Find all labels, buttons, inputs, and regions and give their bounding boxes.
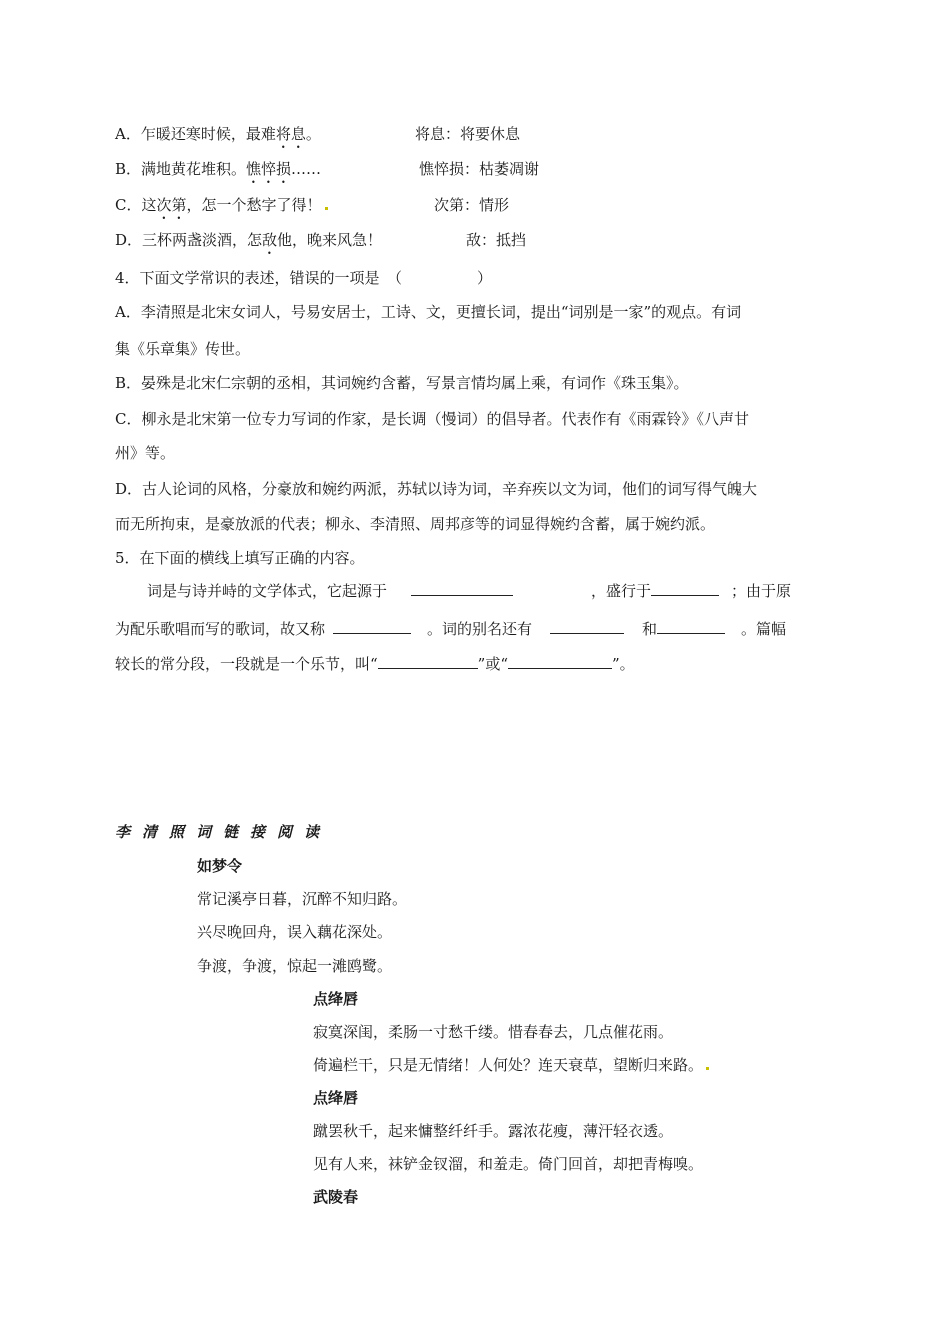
q4-option-c-line1: C．柳永是北宋第一位专力写词的作家，是长调（慢词）的倡导者。代表作有《雨霖铃》《八声甘 (115, 410, 749, 428)
q5-text: 。词的别名还有 (427, 620, 533, 638)
fill-blank[interactable] (651, 581, 719, 596)
q3-a-text: A．乍暖还寒时候，最难 (115, 125, 276, 143)
q4-option-a-line1: A．李清照是北宋女词人，号易安居士，工诗、文，更擅长词，提出“词别是一家”的观点。有词 (115, 303, 742, 321)
q5-text: ；由于原 (731, 582, 792, 600)
q3-option-c (115, 195, 328, 223)
poem-line: 寂寞深闺，柔肠一寸愁千缕。惜春春去，几点催花雨。 (313, 1023, 674, 1041)
poem-line-text: 倚遍栏干，只是无情绪！人何处？连天衰草，望断归来路。 (313, 1056, 704, 1074)
q5-text: ”或“ (477, 655, 509, 673)
q3-option-d (115, 230, 382, 258)
q3-c-gloss: 次第：情形 (434, 196, 510, 214)
poem-title: 如梦令 (197, 857, 243, 875)
q5-line1 (147, 581, 791, 601)
q4-stem: 4．下面文学常识的表述，错误的一项是 （ ） (115, 269, 493, 287)
q3-b-gloss: 憔悴损：枯萎凋谢 (419, 160, 540, 178)
poem-line: 常记溪亭日暮，沉醉不知归路。 (197, 890, 408, 908)
q3-c-keyword: 次第 (156, 196, 187, 214)
q5-line2 (115, 619, 786, 639)
q5-text: 较长的常分段，一段就是一个乐节，叫“ (115, 655, 378, 673)
poem-line: 争渡，争渡，惊起一滩鸥鹭。 (197, 957, 393, 975)
q3-c-text: C．这 (115, 196, 157, 214)
q3-d-text: D．三杯两盏淡酒，怎 (115, 231, 263, 249)
q4-option-b: B．晏殊是北宋仁宗朝的丞相，其词婉约含蓄，写景言情均属上乘，有词作《珠玉集》。 (115, 374, 689, 392)
q4-option-d-line2: 而无所拘束，是豪放派的代表；柳永、李清照、周邦彦等的词显得婉约含蓄，属于婉约派。 (115, 515, 716, 533)
q5-stem: 5．在下面的横线上填写正确的内容。 (115, 549, 365, 567)
reading-header: 李清照词链接阅读 (115, 823, 332, 841)
q5-text: ，盛行于 (591, 582, 652, 600)
fill-blank[interactable] (657, 619, 725, 634)
q5-text: 。篇幅 (741, 620, 787, 638)
q5-text: 和 (642, 620, 658, 638)
q3-d-punct: 他，晚来风急！ (277, 231, 383, 249)
q5-line3 (115, 654, 635, 674)
fill-blank[interactable] (378, 654, 478, 669)
q4-option-c-line2: 州》等。 (115, 444, 176, 462)
poem-title: 点绛唇 (313, 1089, 359, 1107)
poem-line: 见有人来，袜铲金钗溜，和羞走。倚门回首，却把青梅嗅。 (313, 1155, 704, 1173)
fill-blank[interactable] (333, 619, 411, 634)
fill-blank[interactable] (508, 654, 612, 669)
fill-blank[interactable] (550, 619, 624, 634)
q3-b-keyword: 憔悴损 (246, 160, 292, 178)
q3-option-b (115, 159, 321, 187)
q3-b-punct: …… (291, 160, 322, 178)
poem-line: 蹴罢秋千，起来慵整纤纤手。露浓花瘦，薄汗轻衣透。 (313, 1122, 674, 1140)
poem-title: 武陵春 (313, 1188, 359, 1206)
q3-d-keyword: 敌 (262, 231, 278, 249)
poem-line: 兴尽晚回舟，误入藕花深处。 (197, 923, 393, 941)
fill-blank[interactable] (411, 581, 513, 596)
q5-text: ”。 (612, 655, 635, 673)
q3-b-text: B．满地黄花堆积。 (115, 160, 247, 178)
q3-a-punct: 。 (305, 125, 321, 143)
q3-c-punct: ，怎一个愁字了得！ (186, 196, 322, 214)
q5-text: 词是与诗并峙的文学体式，它起源于 (147, 582, 388, 600)
q3-option-a (115, 124, 321, 152)
q4-option-d-line1: D．古人论词的风格，分豪放和婉约两派，苏轼以诗为词，辛弃疾以文为词，他们的词写得气魄大 (115, 480, 758, 498)
stray-mark (706, 1067, 709, 1070)
q4-option-a-line2: 集《乐章集》传世。 (115, 340, 251, 358)
q3-a-keyword: 将息 (275, 125, 306, 143)
q3-d-gloss: 敌：抵挡 (466, 231, 527, 249)
poem-line (313, 1055, 709, 1075)
q5-text: 为配乐歌唱而写的歌词，故又称 (115, 620, 326, 638)
stray-mark (325, 207, 328, 210)
poem-title: 点绛唇 (313, 990, 359, 1008)
q3-a-gloss: 将息：将要休息 (415, 125, 521, 143)
